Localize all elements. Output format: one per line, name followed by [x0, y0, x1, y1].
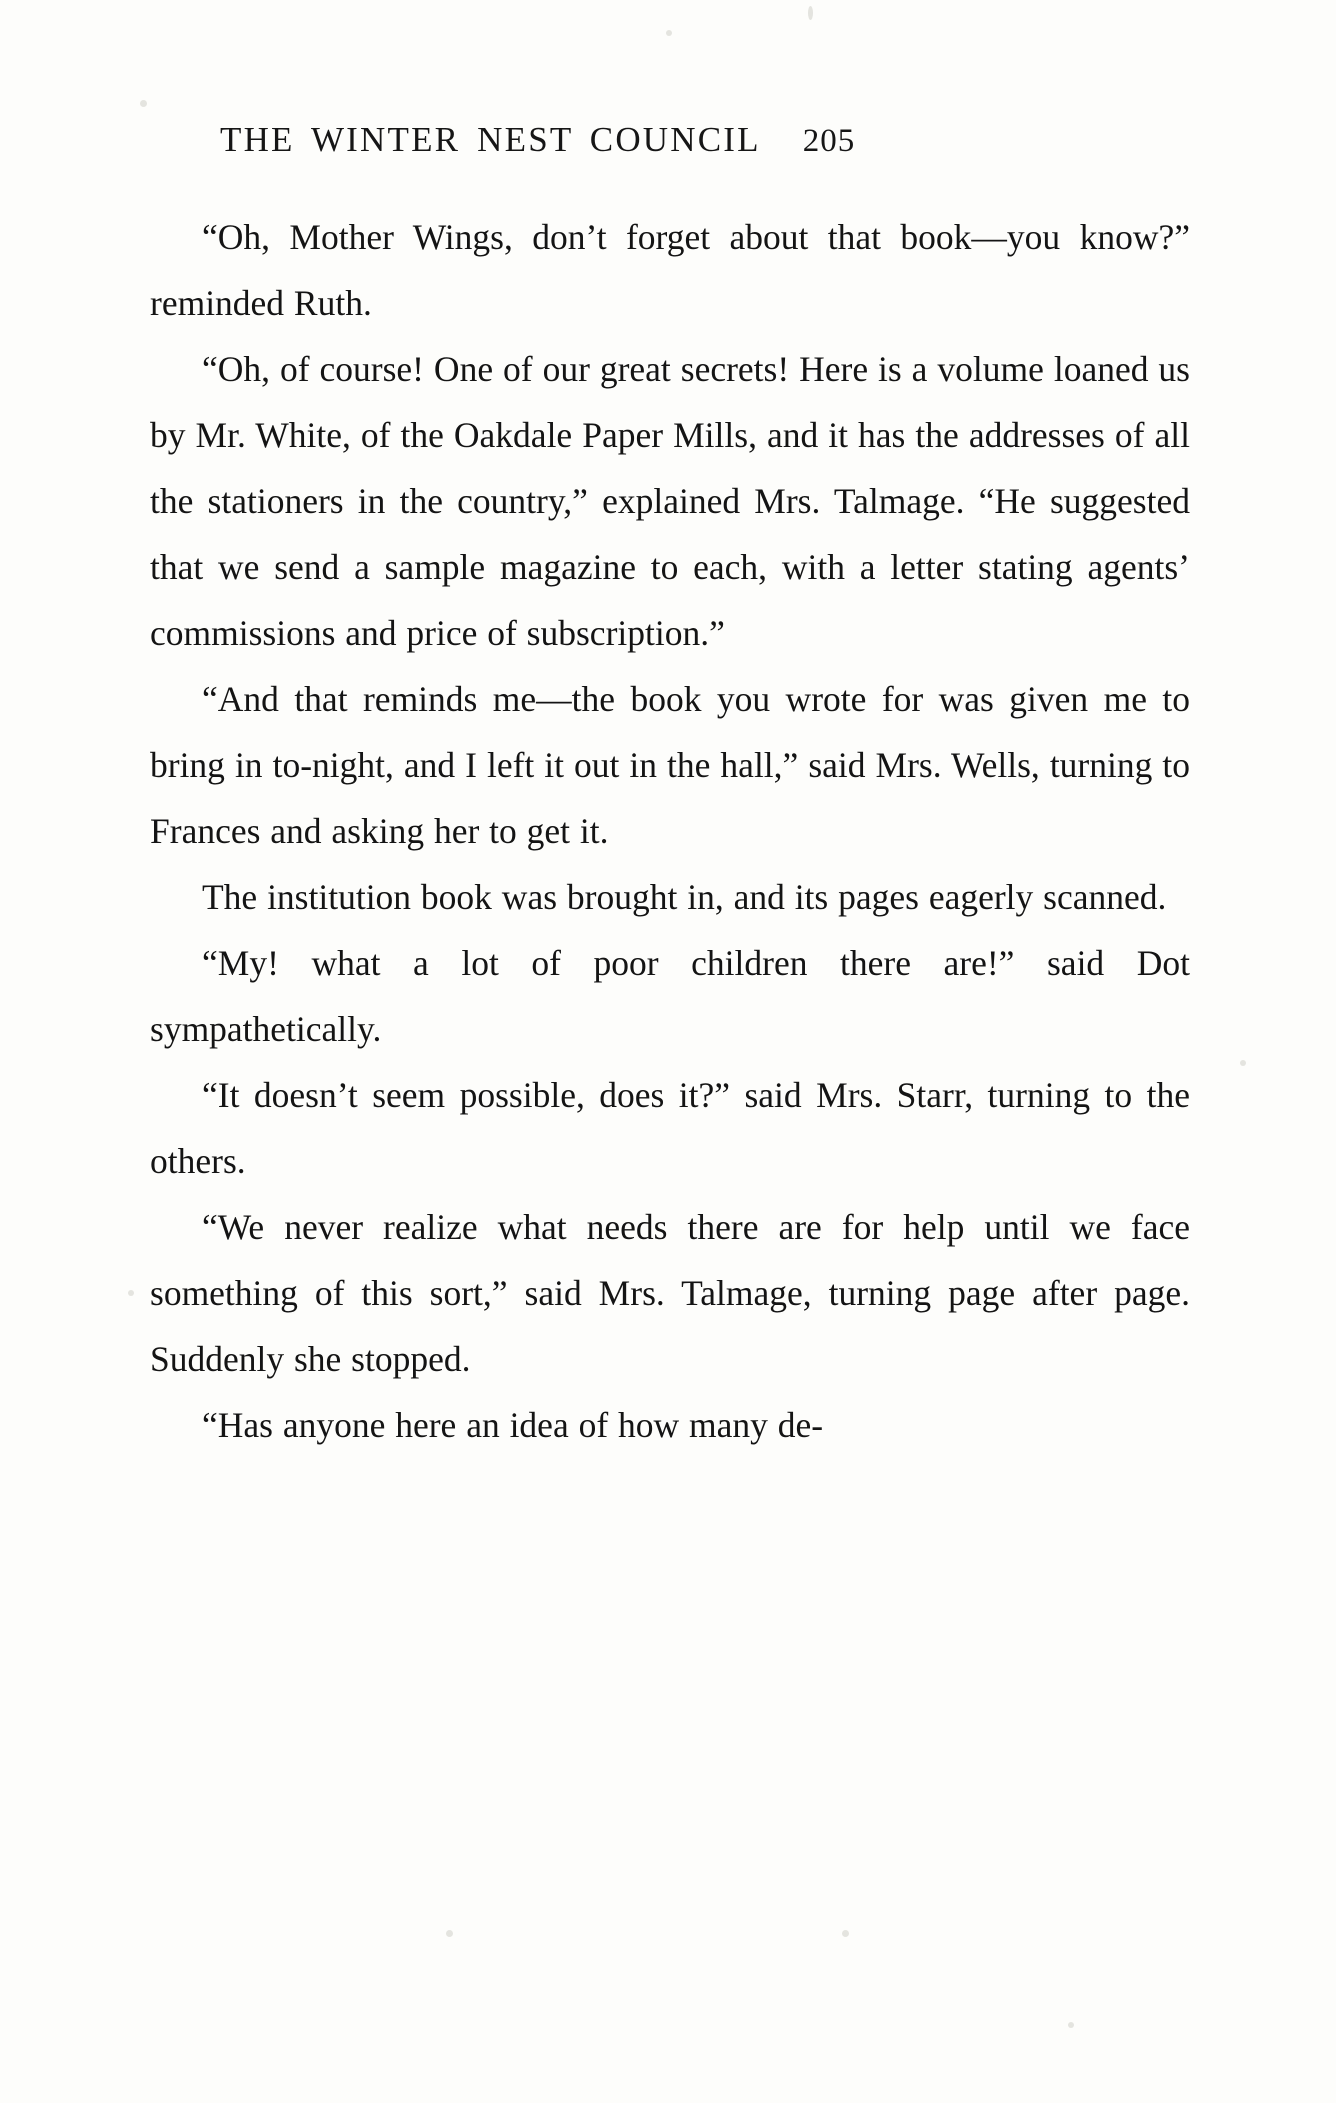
paragraph: “Oh, Mother Wings, don’t forget about that book—you know?” reminded Ruth. — [150, 217, 1190, 323]
scan-speck — [666, 30, 672, 36]
scan-speck — [128, 1290, 134, 1296]
scan-speck — [1240, 1060, 1246, 1066]
scan-speck — [808, 6, 813, 20]
scan-speck — [1068, 2022, 1074, 2028]
body-text — [150, 204, 1190, 1458]
page-title: THE WINTER NEST COUNCIL — [220, 120, 761, 159]
paragraph: “It doesn’t seem possible, does it?” said Mrs. Starr, turning to the others. — [150, 1075, 1190, 1181]
running-head — [220, 120, 1190, 160]
scan-speck — [140, 100, 147, 107]
paragraph: “Has anyone here an idea of how many de- — [202, 1405, 824, 1445]
paragraph: The institution book was brought in, and its pages eagerly scanned. — [202, 877, 1167, 917]
paragraph: “We never realize what needs there are for help until we face something of this sort,” said Mrs. Talmage, turning page after page. Suddenly she stopped. — [150, 1207, 1190, 1379]
paragraph: “Oh, of course! One of our great secrets! Here is a volume loaned us by Mr. White, of the Oakdale Paper Mills, and it has the addresses of all the stationers in the country,” explained Mrs. Talmage. “He suggested that we send a sample magazine to each, with a letter stating agents’ commissions and price of subscription.” — [150, 349, 1190, 653]
paragraph: “My! what a lot of poor children there are!” said Dot sympathetically. — [150, 943, 1190, 1049]
paragraph: “And that reminds me—the book you wrote for was given me to bring in to-night, and I left it out in the hall,” said Mrs. Wells, turning to Frances and asking her to get it. — [150, 679, 1190, 851]
page-number: 205 — [802, 123, 856, 159]
scan-speck — [842, 1930, 849, 1937]
scan-speck — [446, 1930, 453, 1937]
page-content — [150, 120, 1190, 1458]
